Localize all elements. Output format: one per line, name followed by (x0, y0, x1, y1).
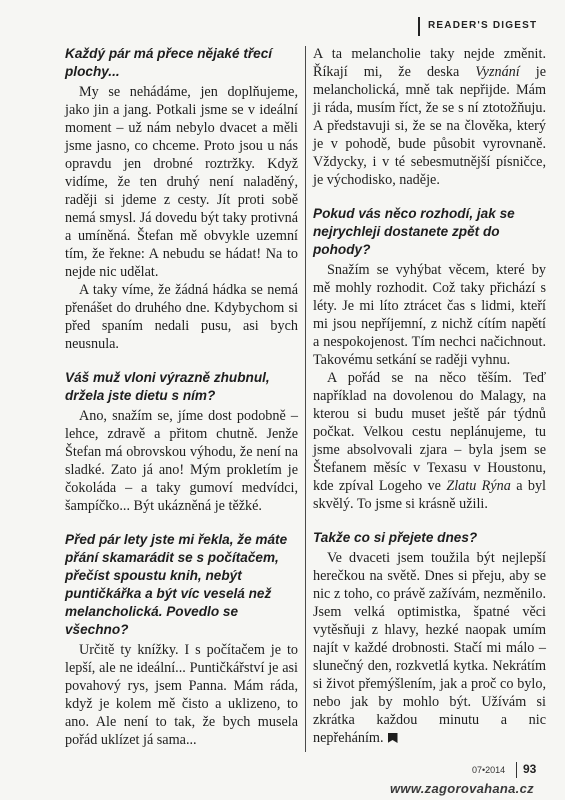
source-watermark: www.zagorovahana.cz (390, 781, 534, 796)
answer-paragraph: Snažím se vyhýbat věcem, které by mě mohly rozhodit. Což taky přichází s léty. Je mi líto ztrácet čas s lidmi, kteří mi jsou nepříjemní, z nichž cítím napětí a nespokojenost. Tím nechci načichnout. Takovému setkání se raději vyhnu. (313, 262, 546, 368)
column-divider (305, 46, 306, 752)
left-column (65, 45, 298, 749)
footer-divider (516, 762, 517, 778)
answer-paragraph: A taky víme, že žádná hádka se nemá přenášet do druhého dne. Kdybychom si před spaním nedali pusu, asi bych neusnula. (65, 282, 298, 352)
end-of-article-icon (388, 733, 398, 743)
answer-paragraph: Ano, snažím se, jíme dost podobně – lehce, zdravě a přitom chutně. Jenže Štefan má obrovskou výhodu, že není na sladké. Zato já ano! Mým prokletím je čokoláda – a taky gumoví medvídci, šampíčko... Být ukázněná je těžké. (65, 408, 298, 514)
interview-question: Takže co si přejete dnes? (313, 530, 478, 545)
answer-paragraph (313, 549, 546, 747)
issue-date: 07•2014 (472, 765, 506, 775)
interview-question: Každý pár má přece nějaké třecí plochy... (65, 46, 273, 79)
magazine-brand: READER'S DIGEST (428, 20, 538, 31)
page-number: 93 (523, 762, 537, 776)
interview-question: Váš muž vloni výrazně zhubnul, držela jste dietu s ním? (65, 370, 270, 403)
interview-question: Před pár lety jste mi řekla, že máte přání skamarádit se s počítačem, přečíst spoustu knih, nebýt puntičkářka a být víc veselá než melancholická. Povedlo se všechno? (65, 532, 288, 637)
answer-paragraph: Určitě ty knížky. I s počítačem je to lepší, ale ne ideální... Puntičkářství je asi povahový rys, jsem Panna. Mám ráda, když je kolem mě čisto a uklizeno, to ano. Ale není to tak, že bych musela pořád uklízet já sama... (65, 642, 298, 748)
interview-question: Pokud vás něco rozhodí, jak se nejrychleji dostanete zpět do pohody? (313, 206, 515, 257)
answer-paragraph: A pořád se na něco těším. Teď například na dovolenou do Malagy, na kterou si budu muset ještě pár týdnů počkat. Velkou cestu neplánujeme, tu jsme absolvovali zjara – byla jsem se Štefanem měsíc v Texasu v Houstonu, kde zpíval Logeho ve Zlatu Rýna a byl skvělý. To jsme si krásně užili. (313, 370, 546, 512)
running-header (418, 14, 549, 38)
right-column (313, 45, 546, 747)
answer-text: Ve dvaceti jsem toužila být nejlepší herečkou na světě. Dnes si přeju, aby se nic z toho, co právě zažívám, nezměnilo. Jsem velká optimistka, špatné věci vytěsňuji z hlavy, hezké naopak umím najít v každé drobnosti. Stačí mi málo – slunečný den, rozkvetlá kytka. Nekrátím si život přemýšlením, jak a proč co bylo, nebo jak by mohlo být. Užívám si zkrátka každou minutu a nic nepřeháním. (313, 550, 546, 746)
page-footer (472, 761, 552, 781)
header-divider (418, 17, 420, 36)
answer-paragraph: A ta melancholie taky nejde změnit. Říkají mi, že deska Vyznání je melancholická, mně tak nepřijde. Mám ji ráda, musím říct, že se s ní ztotožňuju. A představuji si, že se na člověka, který je v pohodě, bude působit vyrovnaně. Vždycky, i v té sebesmutnější písničce, je východisko, naděje. (313, 46, 546, 188)
answer-paragraph: My se nehádáme, jen doplňujeme, jako jin a jang. Potkali jsme se v ideální moment – už nám nebylo dvacet a měli jsme jasno, co chceme. Proto jsou u nás opravdu jen drobné roztržky. Když vidíme, že ten druhý není naladěný, raději si jdeme z cesty. Jít proti sobě nemá smysl. Já dovedu být taky protivná a umíněná. Štefan mě obvykle uzemní tím, že řekne: A nebudu se hádat! Na to nejde nic udělat. (65, 84, 298, 280)
